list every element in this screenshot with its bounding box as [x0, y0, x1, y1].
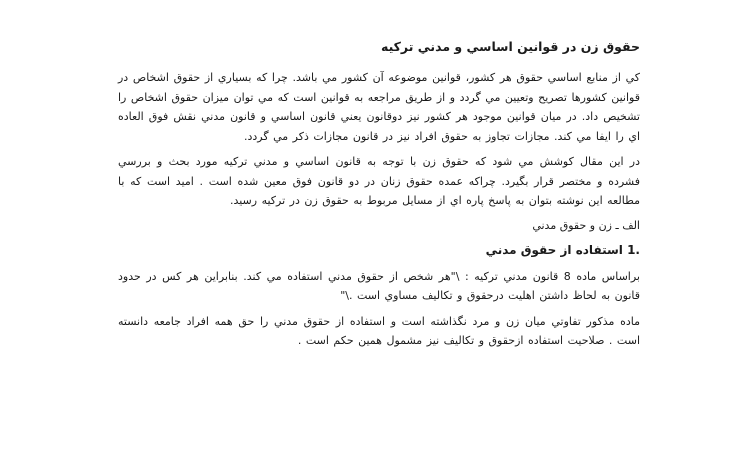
document-body	[118, 38, 640, 357]
scope-paragraph: در اين مقال كوشش مي شود كه حقوق زن با توجه به قانون اساسي و مدني تركيه مورد بحث و بررسي فشرده و مختصر قرار بگيرد. چراكه عمده حقوق زنان در دو قانون فوق معين شده است . اميد است كه با مطالعه اين نوشته بتوان به پاسخ پاره اي از مسايل مربوط به حقوق زن در تركيه رسيد.	[118, 155, 640, 207]
section-number: 1.	[627, 242, 640, 257]
equality-paragraph: ماده مذكور تفاوتي ميان زن و مرد نگذاشته است و استفاده از حقوق مدني را حق همه افراد جامعه دانسته است . صلاحيت استفاده ازحقوق و تكاليف نيز مشمول همين حكم است .	[118, 314, 640, 347]
intro-paragraph: كي از منابع اساسي حقوق هر كشور، قوانين موضوعه آن كشور مي باشد. چرا كه بسياري از حقوق اشخاص در قوانين كشورها تصريح وتعيين مي گردد و از طريق مراجعه به قوانين است كه مي توان ميزان حقوق اشخاص را تشخيص داد. در ميان قوانين موجود هر كشور نيز دوقانون يعني قانون اساسي و قانون مدني نقش فوق العاده اي را ايفا مي كند. مجازات تجاوز به حقوق افراد نيز در قانون مجازات ذكر مي گردد.	[118, 71, 640, 143]
section-title: استفاده از حقوق مدني	[485, 242, 623, 257]
document-title: حقوق زن در قوانين اساسي و مدني تركيه	[380, 39, 640, 54]
section-heading	[118, 241, 640, 259]
subsection-heading: الف ـ زن و حقوق مدني	[532, 218, 640, 232]
article-8-paragraph: براساس ماده 8 قانون مدني تركيه : \"هر شخص از حقوق مدني استفاده مي كند. بنابراين هر كس در حدود قانون به لحاظ داشتن اهليت درحقوق و تكاليف مساوي است .\"	[118, 269, 640, 302]
